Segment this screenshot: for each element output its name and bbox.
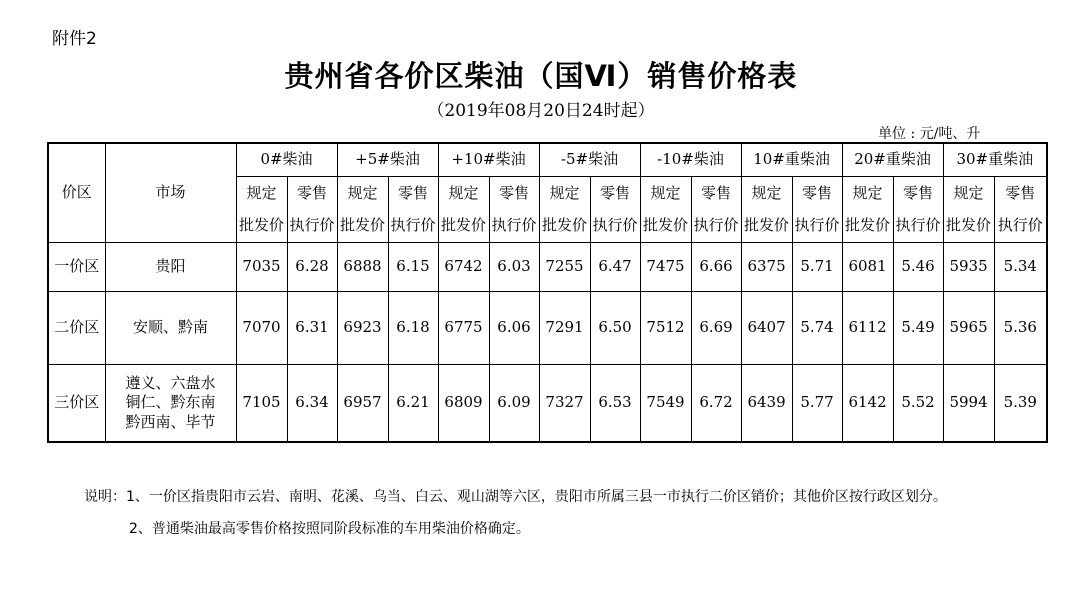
market-line: 遵义、六盘水 <box>125 373 216 392</box>
header-sub-wholesale-bottom: 批发价 <box>539 210 590 243</box>
header-sub-wholesale-top: 规定 <box>539 177 590 211</box>
header-sub-retail-top: 零售 <box>388 177 438 211</box>
cell-wholesale-price: 7327 <box>539 365 590 443</box>
cell-retail-price: 6.69 <box>691 292 741 365</box>
cell-retail-price: 6.28 <box>287 243 337 292</box>
cell-wholesale-price: 6112 <box>842 292 893 365</box>
header-region: 价区 <box>48 143 105 243</box>
header-sub-wholesale-bottom: 批发价 <box>438 210 489 243</box>
cell-retail-price: 5.74 <box>792 292 842 365</box>
cell-retail-price: 6.06 <box>489 292 539 365</box>
row-market <box>105 243 236 292</box>
cell-retail-price: 5.71 <box>792 243 842 292</box>
cell-wholesale-price: 7035 <box>236 243 287 292</box>
cell-wholesale-price: 5965 <box>943 292 994 365</box>
header-sub-retail-top: 零售 <box>287 177 337 211</box>
header-sub-retail-top: 零售 <box>792 177 842 211</box>
header-sub-retail-top: 零售 <box>994 177 1047 211</box>
unit-label: 单位 : 元/吨、升 <box>878 126 981 142</box>
header-product: 0#柴油 <box>236 143 337 177</box>
header-product: 10#重柴油 <box>741 143 842 177</box>
header-sub-wholesale-bottom: 批发价 <box>943 210 994 243</box>
page-title: 贵州省各价区柴油（国Ⅵ）销售价格表 <box>284 59 798 93</box>
header-sub-wholesale-top: 规定 <box>943 177 994 211</box>
header-sub-wholesale-top: 规定 <box>337 177 388 211</box>
cell-wholesale-price: 6407 <box>741 292 792 365</box>
row-market <box>105 292 236 365</box>
row-market <box>105 365 236 443</box>
header-market: 市场 <box>105 143 236 243</box>
header-sub-retail-bottom: 执行价 <box>287 210 337 243</box>
header-sub-retail-bottom: 执行价 <box>489 210 539 243</box>
notes <box>52 486 1042 540</box>
header-product: 20#重柴油 <box>842 143 943 177</box>
cell-wholesale-price: 6957 <box>337 365 388 443</box>
header-product: +5#柴油 <box>337 143 438 177</box>
cell-retail-price: 6.31 <box>287 292 337 365</box>
cell-retail-price: 5.36 <box>994 292 1047 365</box>
cell-wholesale-price: 7291 <box>539 292 590 365</box>
header-sub-wholesale-bottom: 批发价 <box>236 210 287 243</box>
cell-retail-price: 6.15 <box>388 243 438 292</box>
cell-retail-price: 5.39 <box>994 365 1047 443</box>
market-line: 贵阳 <box>155 257 186 276</box>
header-row-products <box>48 143 1047 177</box>
attachment-label: 附件2 <box>52 29 97 49</box>
cell-retail-price: 6.50 <box>590 292 640 365</box>
row-region: 三价区 <box>48 365 105 443</box>
cell-retail-price: 6.53 <box>590 365 640 443</box>
header-sub-retail-top: 零售 <box>691 177 741 211</box>
header-sub-wholesale-bottom: 批发价 <box>741 210 792 243</box>
header-sub-wholesale-top: 规定 <box>438 177 489 211</box>
cell-retail-price: 5.77 <box>792 365 842 443</box>
cell-retail-price: 5.34 <box>994 243 1047 292</box>
header-sub-wholesale-top: 规定 <box>842 177 893 211</box>
market-line: 黔西南、毕节 <box>125 412 216 431</box>
cell-retail-price: 6.72 <box>691 365 741 443</box>
row-region: 二价区 <box>48 292 105 365</box>
header-sub-retail-bottom: 执行价 <box>388 210 438 243</box>
cell-wholesale-price: 7105 <box>236 365 287 443</box>
row-region: 一价区 <box>48 243 105 292</box>
cell-wholesale-price: 7070 <box>236 292 287 365</box>
cell-retail-price: 6.03 <box>489 243 539 292</box>
cell-wholesale-price: 6888 <box>337 243 388 292</box>
header-sub-wholesale-top: 规定 <box>741 177 792 211</box>
note-1: 说明：1、一价区指贵阳市云岩、南明、花溪、乌当、白云、观山湖等六区，贵阳市所属三县一市执行二价区销价；其他价区按行政区划分。 <box>84 489 947 505</box>
cell-wholesale-price: 6142 <box>842 365 893 443</box>
cell-retail-price: 6.66 <box>691 243 741 292</box>
cell-retail-price: 5.52 <box>893 365 943 443</box>
cell-wholesale-price: 5935 <box>943 243 994 292</box>
header-sub-retail-top: 零售 <box>489 177 539 211</box>
cell-retail-price: 6.21 <box>388 365 438 443</box>
market-line: 铜仁、黔东南 <box>125 393 216 412</box>
table-row <box>48 365 1047 443</box>
header-sub-wholesale-top: 规定 <box>236 177 287 211</box>
cell-wholesale-price: 7475 <box>640 243 691 292</box>
header-product: 30#重柴油 <box>943 143 1047 177</box>
cell-retail-price: 5.46 <box>893 243 943 292</box>
cell-retail-price: 6.34 <box>287 365 337 443</box>
cell-retail-price: 6.18 <box>388 292 438 365</box>
header-sub-retail-bottom: 执行价 <box>590 210 640 243</box>
note-2: 2、普通柴油最高零售价格按照同阶段标准的车用柴油价格确定。 <box>129 521 530 537</box>
price-table <box>47 142 1048 443</box>
effective-date: （2019年08月20日24时起） <box>427 101 655 121</box>
cell-retail-price: 6.09 <box>489 365 539 443</box>
header-product: +10#柴油 <box>438 143 539 177</box>
header-sub-retail-bottom: 执行价 <box>893 210 943 243</box>
table-row <box>48 243 1047 292</box>
cell-wholesale-price: 6809 <box>438 365 489 443</box>
header-sub-retail-top: 零售 <box>590 177 640 211</box>
cell-wholesale-price: 7549 <box>640 365 691 443</box>
cell-wholesale-price: 6439 <box>741 365 792 443</box>
cell-wholesale-price: 7255 <box>539 243 590 292</box>
table-row <box>48 292 1047 365</box>
cell-retail-price: 6.47 <box>590 243 640 292</box>
header-sub-wholesale-bottom: 批发价 <box>842 210 893 243</box>
price-table-body <box>48 143 1047 442</box>
header-product: -5#柴油 <box>539 143 640 177</box>
header-sub-wholesale-top: 规定 <box>640 177 691 211</box>
cell-wholesale-price: 6375 <box>741 243 792 292</box>
header-sub-wholesale-bottom: 批发价 <box>337 210 388 243</box>
cell-wholesale-price: 7512 <box>640 292 691 365</box>
header-sub-retail-bottom: 执行价 <box>691 210 741 243</box>
header-sub-retail-top: 零售 <box>893 177 943 211</box>
header-sub-retail-bottom: 执行价 <box>994 210 1047 243</box>
cell-wholesale-price: 6923 <box>337 292 388 365</box>
cell-wholesale-price: 5994 <box>943 365 994 443</box>
cell-retail-price: 5.49 <box>893 292 943 365</box>
header-sub-retail-bottom: 执行价 <box>792 210 842 243</box>
header-product: -10#柴油 <box>640 143 741 177</box>
market-line: 安顺、黔南 <box>132 318 208 337</box>
cell-wholesale-price: 6742 <box>438 243 489 292</box>
header-sub-wholesale-bottom: 批发价 <box>640 210 691 243</box>
cell-wholesale-price: 6081 <box>842 243 893 292</box>
cell-wholesale-price: 6775 <box>438 292 489 365</box>
